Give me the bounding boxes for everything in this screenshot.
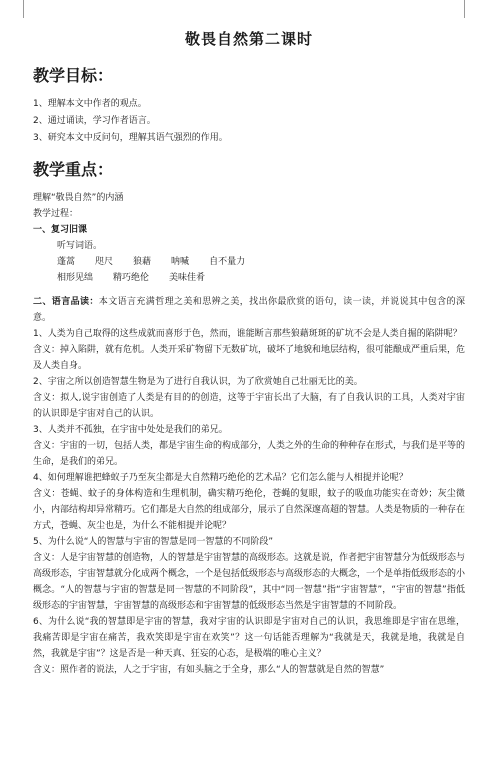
paragraph: 3、人类并不孤独，在宇宙中处处是我们的弟兄。 [33, 425, 228, 435]
process-line: 教学过程： [33, 209, 79, 219]
focus-line: 理解“敬畏自然”的内涵 [33, 193, 124, 203]
crop-mark-left [23, 0, 24, 18]
word: 咫尺 [95, 257, 114, 267]
paragraph: 含义：人是宇宙智慧的创造物，人的智慧是宇宙智慧的高级形态。这就是说，作者把宇宙智慧分为低级形态与高级形态，宇宙智慧就分化成两个概念，一个是包括低级形态与高级形态的大概念，一个是单指低级形态的小概念。“人的智慧与宇宙的智慧是同一智慧的不同阶段”，其中“同一智慧”指“宇宙智慧”，“宇宙的智慧”指低级形态的宇宙智慧，宇宙智慧的高级形态和宇宙智慧的低级形态当然是宇宙智慧的不同阶段。 [33, 553, 466, 611]
paragraph: 5、为什么说“人的智慧与宇宙的智慧是同一智慧的不同阶段” [33, 537, 274, 547]
word: 美味佳肴 [169, 273, 206, 283]
paragraph: 含义：宇宙的一切，包括人类，都是宇宙生命的构成部分，人类之外的生命的种种存在形式，与我们是平等的生命，是我们的弟兄。 [33, 441, 466, 467]
appreciation-heading: 二、语言品读： [33, 297, 99, 307]
word: 相形见绌 [57, 273, 94, 283]
review-sub: 听写词语。 [57, 241, 103, 251]
paragraph: 4、如何理解谁把蜂蚁子乃至灰尘都是大自然精巧绝伦的艺术品？它们怎么能与人相提并论呢？ [33, 473, 408, 483]
word: 呐喊 [171, 257, 190, 267]
review-heading: 一、复习旧课 [33, 225, 88, 235]
paragraph: 6、为什么说“我的智慧即是宇宙的智慧，我对宇宙的认识即是宇宙对自己的认识，我思维即是宇宙在思维，我痛苦即是宇宙在痛苦，我欢笑即是宇宙在欢笑”？这一句话能否理解为“我就是天，我就是地，我就是自然，我就是宇宙”？这是否是一种天真、狂妄的心态，是极端的唯心主义？ [33, 617, 465, 659]
goal-item: 1、理解本文中作者的观点。 [33, 99, 147, 109]
word-row-1 [33, 254, 465, 270]
paragraph: 1、人类为自己取得的这些成就而喜形于色，然而，谁能断言那些狼藉斑斑的矿坑不会是人类自掘的陷阱呢？ [33, 329, 462, 339]
document-title: 敬畏自然第二课时 [184, 30, 313, 48]
paragraph: 含义：苍蝇、蚊子的身体构造和生理机制，确实精巧绝伦，苍蝇的复眼，蚊子的吸血功能实在奇妙；灰尘微小，内部结构却异常精巧。它们都是大自然的组成部分，展示了自然深邃高超的智慧。人类是物质的一种存在方式，苍蝇、灰尘也是，为什么不能相提并论呢？ [33, 489, 466, 531]
focus-heading: 教学重点： [33, 160, 114, 179]
goals-list [33, 96, 465, 147]
crop-mark-right [464, 0, 465, 18]
goals-heading: 教学目标： [33, 66, 114, 85]
paragraph: 2、宇宙之所以创造智慧生物是为了进行自我认识，为了欣赏她自己壮丽无比的美。 [33, 377, 363, 387]
word-row-2 [33, 270, 465, 286]
paragraph: 含义：照作者的说法，人之于宇宙，有如头脑之于全身，那么“人的智慧就是自然的智慧” [33, 665, 385, 675]
word: 狼藉 [133, 257, 152, 267]
word: 精巧绝伦 [113, 273, 150, 283]
goal-item: 3、研究本文中反问句，理解其语气强烈的作用。 [33, 133, 228, 143]
paragraph: 含义：掉入陷阱，就有危机。人类开采矿物留下无数矿坑，破坏了地貌和地层结构，很可能酿成严重后果，危及人类自身。 [33, 345, 466, 371]
word: 自不量力 [209, 257, 246, 267]
appreciation-intro-text: 本文语言充满哲理之美和思辨之美，找出你最欣赏的语句，读一读，并说说其中包含的深意。 [33, 297, 465, 323]
appreciation-intro [33, 294, 465, 326]
word: 蓬蒿 [57, 257, 76, 267]
document-page [33, 28, 465, 678]
paragraph: 含义：拟人,说宇宙创造了人类是有目的的创造，这等于宇宙长出了大脑，有了自我认识的工具，人类对宇宙的认识即是宇宙对自己的认识。 [33, 393, 465, 419]
goal-item: 2、通过诵读，学习作者语言。 [33, 116, 156, 126]
